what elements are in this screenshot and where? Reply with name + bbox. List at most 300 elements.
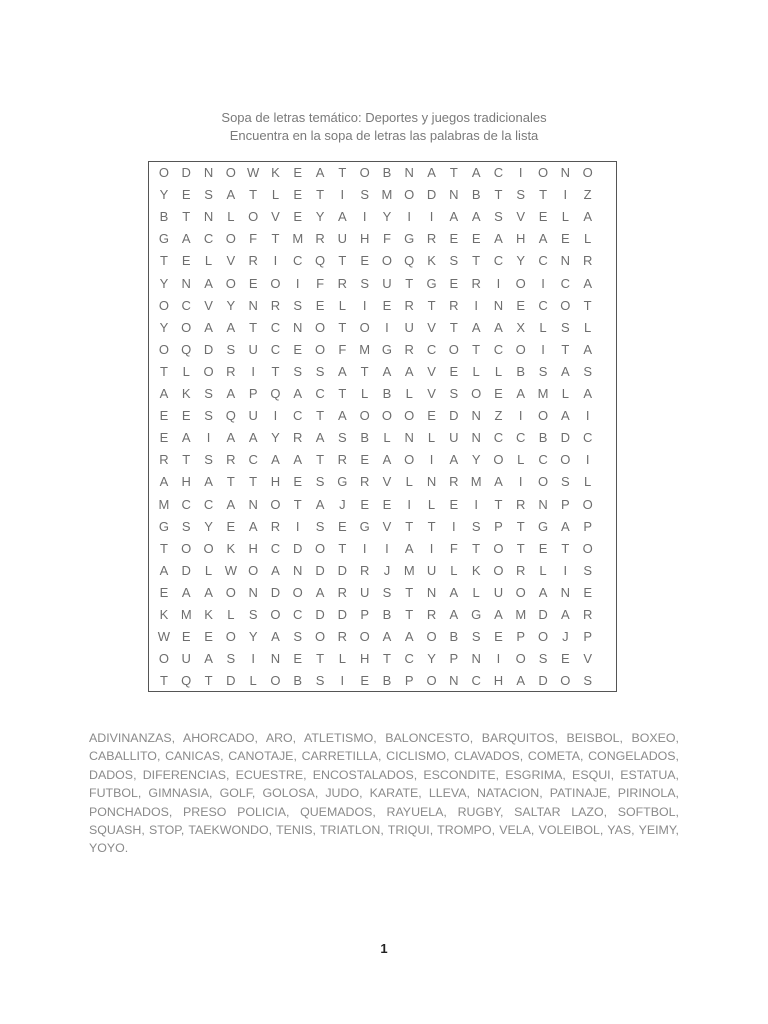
- grid-letter: A: [226, 386, 236, 401]
- grid-letter: S: [226, 341, 236, 357]
- grid-letter: S: [538, 363, 548, 379]
- grid-letter: D: [560, 430, 571, 446]
- grid-letter: R: [449, 474, 459, 490]
- grid-letter: L: [227, 209, 235, 225]
- grid-letter: R: [404, 341, 414, 357]
- grid-letter: S: [561, 474, 570, 490]
- grid-letter: M: [180, 607, 192, 622]
- grid-letter: E: [293, 474, 303, 490]
- grid-letter: C: [538, 253, 548, 269]
- grid-row: [149, 538, 616, 561]
- grid-letter: A: [538, 231, 548, 247]
- grid-letter: A: [404, 629, 414, 645]
- grid-letter: E: [561, 231, 570, 247]
- grid-letter: A: [226, 430, 236, 446]
- grid-letter: O: [181, 319, 192, 335]
- grid-letter: S: [293, 363, 303, 379]
- grid-letter: P: [561, 496, 570, 512]
- grid-row: [149, 516, 616, 539]
- grid-letter: O: [381, 408, 392, 424]
- grid-letter: L: [472, 584, 480, 600]
- grid-letter: T: [382, 651, 391, 667]
- grid-letter: E: [382, 496, 392, 512]
- grid-letter: O: [158, 165, 169, 180]
- grid-letter: N: [449, 673, 459, 689]
- grid-letter: N: [293, 562, 303, 578]
- grid-letter: E: [561, 651, 570, 667]
- grid-letter: Y: [226, 297, 236, 313]
- grid-letter: L: [338, 297, 346, 313]
- grid-letter: O: [359, 408, 370, 424]
- grid-letter: S: [516, 187, 526, 203]
- grid-letter: A: [204, 275, 213, 291]
- grid-letter: C: [203, 231, 214, 247]
- grid-letter: U: [248, 408, 258, 424]
- grid-row: [149, 206, 616, 229]
- grid-letter: R: [270, 518, 281, 534]
- grid-row: [149, 494, 616, 517]
- grid-letter: C: [426, 341, 437, 357]
- grid-letter: C: [181, 496, 191, 512]
- grid-letter: H: [359, 651, 370, 667]
- grid-letter: E: [360, 253, 369, 269]
- grid-letter: A: [404, 363, 414, 379]
- grid-letter: U: [359, 584, 370, 600]
- grid-letter: S: [449, 386, 459, 401]
- grid-letter: T: [360, 363, 369, 379]
- grid-letter: G: [381, 341, 392, 357]
- grid-letter: C: [516, 430, 526, 446]
- grid-letter: C: [538, 297, 548, 313]
- grid-letter: E: [382, 297, 392, 313]
- grid-letter: V: [427, 363, 436, 379]
- grid-letter: I: [541, 275, 545, 291]
- grid-letter: R: [159, 452, 169, 468]
- grid-letter: A: [315, 584, 325, 600]
- grid-letter: A: [248, 518, 258, 534]
- grid-letter: N: [426, 584, 437, 600]
- grid-letter: T: [316, 408, 325, 424]
- grid-row: [149, 670, 616, 693]
- grid-letter: B: [538, 430, 548, 446]
- grid-letter: C: [248, 452, 258, 468]
- grid-letter: D: [181, 165, 191, 180]
- grid-letter: D: [293, 540, 303, 556]
- grid-letter: S: [360, 187, 369, 203]
- grid-letter: M: [292, 231, 304, 247]
- grid-letter: E: [293, 165, 303, 180]
- grid-letter: A: [516, 386, 526, 401]
- grid-letter: H: [270, 474, 281, 490]
- grid-letter: E: [583, 584, 592, 600]
- grid-letter: I: [518, 408, 523, 424]
- grid-letter: E: [159, 584, 169, 600]
- grid-letter: V: [271, 209, 280, 225]
- grid-letter: O: [381, 253, 392, 269]
- grid-letter: B: [159, 209, 169, 225]
- grid-letter: R: [516, 496, 526, 512]
- grid-letter: C: [493, 165, 504, 180]
- grid-letter: T: [516, 518, 525, 534]
- grid-row: [149, 273, 616, 296]
- grid-letter: L: [494, 363, 503, 379]
- grid-letter: T: [449, 165, 458, 180]
- grid-letter: V: [583, 651, 592, 667]
- grid-letter: A: [561, 408, 570, 424]
- grid-letter: K: [181, 386, 191, 401]
- grid-letter: I: [340, 187, 345, 203]
- grid-letter: S: [315, 673, 325, 689]
- grid-letter: X: [516, 319, 526, 335]
- grid-letter: V: [516, 209, 526, 225]
- grid-letter: H: [516, 231, 526, 247]
- grid-letter: D: [538, 607, 548, 622]
- grid-letter: T: [427, 518, 436, 534]
- grid-letter: Q: [314, 253, 326, 269]
- grid-letter: P: [360, 607, 369, 622]
- grid-letter: E: [360, 673, 369, 689]
- grid-letter: P: [449, 651, 459, 667]
- grid-row: [149, 449, 616, 472]
- grid-letter: L: [561, 386, 569, 401]
- grid-letter: Y: [204, 518, 213, 534]
- grid-letter: E: [315, 297, 325, 313]
- grid-letter: D: [315, 607, 325, 622]
- grid-letter: G: [337, 474, 348, 490]
- grid-letter: P: [516, 629, 526, 645]
- grid-letter: N: [471, 651, 481, 667]
- grid-letter: O: [582, 165, 593, 180]
- grid-letter: N: [203, 209, 214, 225]
- grid-row: [149, 339, 616, 362]
- grid-letter: N: [471, 430, 481, 446]
- grid-letter: A: [471, 165, 481, 180]
- grid-letter: D: [337, 607, 348, 622]
- grid-letter: D: [449, 408, 459, 424]
- grid-letter: G: [471, 607, 482, 622]
- grid-letter: O: [582, 496, 593, 512]
- grid-letter: U: [181, 651, 191, 667]
- grid-row: [149, 295, 616, 318]
- grid-letter: A: [382, 452, 392, 468]
- grid-letter: L: [450, 562, 458, 578]
- grid-row: [149, 471, 616, 494]
- grid-letter: T: [338, 540, 347, 556]
- grid-letter: O: [515, 584, 526, 600]
- grid-row: [149, 317, 616, 340]
- grid-letter: O: [270, 673, 281, 689]
- grid-letter: T: [405, 518, 414, 534]
- grid-letter: R: [337, 275, 348, 291]
- grid-letter: O: [225, 165, 236, 180]
- grid-letter: O: [314, 319, 326, 335]
- grid-letter: C: [471, 673, 481, 689]
- grid-letter: I: [362, 209, 367, 225]
- grid-letter: T: [159, 673, 168, 689]
- grid-letter: T: [316, 651, 325, 667]
- grid-letter: L: [361, 386, 369, 401]
- grid-letter: Y: [516, 253, 526, 269]
- grid-letter: R: [226, 363, 236, 379]
- grid-letter: O: [359, 319, 370, 335]
- word-search-grid: [148, 161, 617, 692]
- grid-letter: E: [293, 341, 303, 357]
- grid-letter: A: [583, 386, 592, 401]
- grid-letter: T: [583, 297, 592, 313]
- grid-letter: G: [158, 518, 169, 534]
- grid-letter: D: [315, 562, 325, 578]
- grid-letter: O: [203, 363, 214, 379]
- grid-letter: Y: [159, 319, 169, 335]
- grid-letter: Y: [315, 209, 325, 225]
- grid-letter: N: [426, 474, 437, 490]
- grid-letter: A: [449, 209, 459, 225]
- grid-letter: T: [182, 209, 191, 225]
- grid-letter: A: [449, 452, 459, 468]
- grid-row: [149, 162, 616, 185]
- grid-letter: C: [560, 275, 571, 291]
- grid-letter: E: [538, 209, 548, 225]
- grid-letter: O: [515, 341, 526, 357]
- grid-letter: E: [449, 275, 459, 291]
- grid-letter: C: [293, 607, 303, 622]
- grid-letter: T: [561, 341, 570, 357]
- grid-letter: D: [538, 673, 548, 689]
- grid-letter: A: [271, 452, 280, 468]
- grid-letter: T: [338, 319, 347, 335]
- grid-letter: T: [472, 341, 481, 357]
- grid-letter: I: [585, 408, 590, 424]
- grid-letter: C: [493, 253, 504, 269]
- grid-letter: L: [405, 474, 413, 490]
- grid-letter: T: [316, 452, 325, 468]
- grid-letter: O: [515, 275, 526, 291]
- grid-letter: W: [157, 629, 171, 645]
- grid-letter: A: [494, 474, 503, 490]
- grid-letter: A: [382, 363, 392, 379]
- grid-letter: S: [583, 673, 592, 689]
- grid-letter: Y: [159, 187, 169, 203]
- grid-letter: L: [427, 430, 436, 446]
- grid-letter: T: [293, 496, 302, 512]
- word-list: ADIVINANZAS, AHORCADO, ARO, ATLETISMO, BALONCESTO, BARQUITOS, BEISBOL, BOXEO, CABALLITO, CANICAS, CANOTAJE, CARRETILLA, CICLISMO, CLAVADOS, COMETA, CONGELADOS, DADOS, DIFERENCIAS, ECUESTRE, ENCOSTALADOS, ESCONDITE, ESGRIMA, ESQUI, ESTATUA, FUTBOL, GIMNASIA, GOLF, GOLOSA, JUDO, KARATE, LLEVA, NATACION, PATINAJE, PIRINOLA, PONCHADOS, PRESO POLICIA, QUEMADOS, RAYUELA, RUGBY, SALTAR LAZO, SOFTBOL, SQUASH, STOP, TAEKWONDO, TENIS, TRIATLON, TRIQUI, TROMPO, VELA, VOLEIBOL, YAS, YEIMY, YOYO.: [89, 731, 679, 856]
- grid-letter: I: [563, 562, 568, 578]
- grid-letter: H: [493, 673, 504, 689]
- grid-letter: C: [493, 430, 504, 446]
- grid-letter: T: [539, 187, 548, 203]
- page-instructions: Encuentra en la sopa de letras las palabras de la lista: [229, 128, 539, 143]
- grid-letter: E: [494, 386, 503, 401]
- grid-letter: I: [474, 496, 478, 512]
- grid-letter: S: [561, 319, 570, 335]
- grid-letter: I: [362, 540, 367, 556]
- grid-letter: A: [583, 275, 592, 291]
- grid-letter: R: [337, 629, 348, 645]
- grid-row: [149, 228, 616, 251]
- grid-letter: C: [270, 319, 281, 335]
- grid-letter: E: [360, 452, 369, 468]
- grid-letter: V: [427, 319, 436, 335]
- grid-letter: J: [383, 562, 391, 578]
- grid-letter: B: [382, 386, 392, 401]
- grid-letter: L: [182, 363, 190, 379]
- grid-letter: N: [248, 297, 258, 313]
- grid-letter: E: [226, 518, 236, 534]
- grid-letter: E: [181, 187, 191, 203]
- grid-letter: T: [405, 584, 414, 600]
- grid-letter: I: [407, 496, 412, 512]
- grid-letter: L: [249, 673, 257, 689]
- grid-letter: C: [293, 408, 303, 424]
- grid-letter: N: [538, 496, 548, 512]
- grid-letter: R: [582, 607, 593, 622]
- grid-letter: B: [293, 673, 303, 689]
- grid-letter: V: [204, 297, 213, 313]
- grid-letter: E: [181, 629, 191, 645]
- grid-letter: T: [561, 540, 570, 556]
- grid-letter: A: [494, 607, 503, 622]
- grid-letter: T: [338, 386, 347, 401]
- grid-letter: S: [471, 629, 481, 645]
- grid-letter: D: [426, 187, 437, 203]
- grid-letter: T: [271, 363, 280, 379]
- grid-letter: E: [494, 629, 503, 645]
- grid-letter: H: [359, 231, 370, 247]
- grid-letter: A: [204, 474, 213, 490]
- grid-letter: G: [359, 518, 370, 534]
- grid-letter: O: [158, 341, 169, 357]
- grid-letter: O: [248, 562, 259, 578]
- grid-letter: S: [449, 253, 459, 269]
- grid-letter: I: [429, 452, 434, 468]
- grid-letter: A: [561, 363, 570, 379]
- grid-letter: I: [273, 408, 278, 424]
- grid-letter: I: [295, 275, 300, 291]
- grid-letter: Y: [427, 651, 436, 667]
- grid-letter: R: [248, 253, 258, 269]
- grid-letter: R: [582, 253, 593, 269]
- grid-letter: I: [541, 341, 545, 357]
- grid-letter: T: [226, 474, 235, 490]
- grid-letter: U: [449, 430, 459, 446]
- grid-letter: O: [426, 673, 437, 689]
- grid-letter: C: [181, 297, 191, 313]
- grid-letter: T: [249, 319, 258, 335]
- grid-letter: T: [427, 297, 436, 313]
- grid-letter: L: [427, 496, 436, 512]
- grid-letter: E: [293, 187, 303, 203]
- grid-letter: T: [159, 363, 168, 379]
- grid-letter: O: [270, 607, 281, 622]
- grid-letter: A: [315, 165, 325, 180]
- grid-letter: I: [295, 518, 300, 534]
- grid-row: [149, 405, 616, 428]
- grid-letter: P: [494, 518, 503, 534]
- grid-letter: S: [204, 187, 213, 203]
- grid-letter: A: [181, 231, 191, 247]
- grid-letter: O: [448, 341, 459, 357]
- grid-letter: O: [359, 165, 370, 180]
- grid-letter: A: [427, 165, 436, 180]
- grid-letter: Z: [494, 408, 503, 424]
- grid-letter: R: [426, 231, 437, 247]
- grid-letter: L: [271, 187, 280, 203]
- grid-letter: J: [562, 629, 569, 645]
- grid-letter: K: [471, 562, 481, 578]
- grid-letter: O: [426, 629, 437, 645]
- grid-letter: O: [359, 629, 370, 645]
- grid-letter: M: [537, 386, 549, 401]
- grid-letter: S: [583, 562, 592, 578]
- grid-letter: I: [362, 297, 367, 313]
- grid-letter: L: [584, 474, 592, 490]
- grid-letter: E: [449, 496, 459, 512]
- grid-letter: S: [204, 408, 213, 424]
- grid-letter: O: [314, 540, 326, 556]
- grid-letter: J: [339, 496, 346, 512]
- grid-letter: L: [227, 607, 235, 622]
- grid-letter: U: [337, 231, 348, 247]
- grid-letter: Y: [159, 275, 169, 291]
- grid-letter: M: [515, 607, 527, 622]
- grid-letter: O: [537, 474, 549, 490]
- grid-letter: A: [538, 584, 548, 600]
- grid-row: [149, 582, 616, 605]
- grid-letter: N: [493, 297, 504, 313]
- grid-letter: O: [471, 386, 482, 401]
- grid-letter: G: [537, 518, 549, 534]
- grid-letter: D: [181, 562, 191, 578]
- grid-letter: I: [407, 209, 412, 225]
- grid-letter: R: [359, 562, 370, 578]
- grid-letter: S: [315, 474, 325, 490]
- grid-letter: S: [360, 275, 369, 291]
- grid-letter: Q: [270, 386, 281, 401]
- grid-letter: O: [314, 629, 326, 645]
- grid-letter: O: [404, 187, 415, 203]
- grid-letter: B: [449, 629, 459, 645]
- grid-letter: I: [385, 319, 389, 335]
- grid-letter: I: [429, 540, 434, 556]
- grid-letter: O: [537, 165, 549, 180]
- grid-letter: E: [427, 408, 436, 424]
- grid-letter: R: [426, 607, 437, 622]
- grid-letter: F: [382, 231, 391, 247]
- grid-letter: A: [226, 319, 236, 335]
- grid-letter: N: [270, 651, 281, 667]
- grid-letter: O: [560, 297, 571, 313]
- grid-letter: T: [159, 253, 168, 269]
- grid-row: [149, 648, 616, 671]
- grid-letter: K: [204, 607, 213, 622]
- grid-letter: R: [315, 231, 325, 247]
- grid-letter: V: [427, 386, 436, 401]
- grid-letter: E: [159, 408, 169, 424]
- grid-letter: L: [204, 253, 213, 269]
- grid-row: [149, 184, 616, 207]
- grid-letter: E: [293, 209, 303, 225]
- grid-letter: N: [248, 584, 258, 600]
- grid-letter: K: [226, 540, 236, 556]
- grid-letter: A: [494, 231, 503, 247]
- grid-letter: C: [293, 253, 303, 269]
- grid-letter: E: [204, 629, 213, 645]
- grid-letter: Q: [404, 253, 415, 269]
- grid-letter: C: [493, 341, 504, 357]
- grid-letter: A: [404, 540, 414, 556]
- grid-letter: N: [404, 430, 414, 446]
- grid-letter: A: [226, 187, 236, 203]
